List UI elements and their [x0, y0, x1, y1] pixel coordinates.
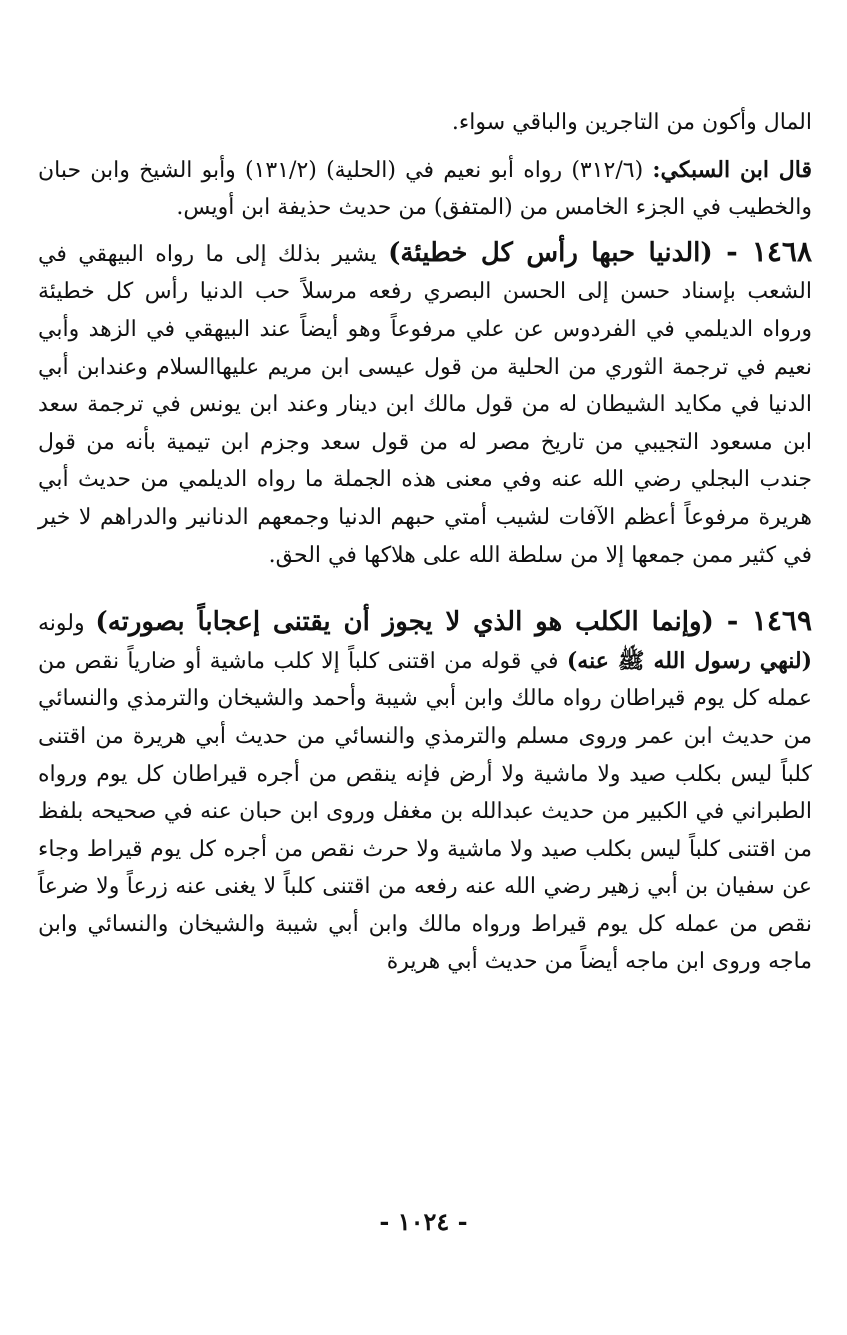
entry-1468-number: ١٤٦٨ -: [726, 234, 812, 268]
entry-1469-title: (وإنما الكلب هو الذي لا يجوز أن يقتنى إعجاباً بصورته): [95, 607, 727, 638]
entry-1469-text-c: في قوله من اقتنى كلباً إلا كلب ماشية أو ضارياً نقص من عمله كل يوم قيراطان رواه مالك وابن أبي شيبة وأحمد والشيخان والترمذي والنسائي من حديث ابن عمر وروى مسلم والترمذي والنسائي من حديث أبي هريرة من اقتنى كلباً ليس بكلب صيد ولا ماشية ولا أرض فإنه ينقص من أجره قيراطان كل يوم ورواه الطبراني في الكبير من حديث عبدالله بن مغفل وروى ابن حبان عنه في صحيحه بلفظ من اقتنى كلباً ليس بكلب صيد ولا ماشية ولا حرث نقص من أجره كل يوم قيراط وجاء عن سفيان بن أبي زهير رضي الله عنه رفعه من اقتنى كلباً لا يغنى عنه زرعاً ولا ضرعاً نقص من عمله كل يوم قيراط ورواه مالك وابن أبي شيبة والشيخان والنسائي وابن ماجه وروى ابن ماجه أيضاً من حديث أبي هريرة: [38, 648, 812, 975]
entry-1469-bold-b: (لنهي رسول الله ﷺ عنه): [566, 647, 812, 674]
entry-1469-text-a: ولونه: [38, 611, 96, 637]
entry-1469-number: ١٤٦٩ -: [726, 604, 812, 638]
entry-1469: [38, 602, 812, 981]
sibki-paragraph: [38, 152, 812, 227]
sibki-label: قال ابن السبكي:: [652, 156, 812, 183]
continuation-paragraph: [38, 104, 812, 142]
sibki-text: (٣١٢/٦) رواه أبو نعيم في (الحلية) (١٣١/٢) وأبو الشيخ وابن حبان والخطيب في الجزء الخامس من (المتفق) من حديث حذيفة ابن أويس.: [38, 157, 812, 221]
entry-1468-title: (الدنيا حبها رأس كل خطيئة): [388, 237, 727, 268]
page-number: - ١٠٢٤ -: [379, 1207, 468, 1236]
entry-1468: [38, 233, 812, 574]
continuation-text: المال وأكون من التاجرين والباقي سواء.: [451, 110, 812, 135]
entry-1468-text: يشير بذلك إلى ما رواه البيهقي في الشعب بإسناد حسن إلى الحسن البصري رفعه مرسلاً حب الدنيا رأس كل خطيئة ورواه الديلمي في الفردوس عن علي مرفوعاً وهو أيضاً عند البيهقي في الزهد وأبي نعيم في ترجمة الثوري من الحلية من قول عيسى ابن مريم عليهاالسلام وعندابن أبي الدنيا في مكايد الشيطان له من قول مالك ابن دينار وعند ابن يونس في ترجمة سعد ابن مسعود التجيبي من تاريخ مصر له من قول سعد وجزم ابن تيمية بأنه من قول جندب البجلي رضي الله عنه وفي معنى هذه الجملة ما رواه الديلمي من حديث أبي هريرة مرفوعاً أعظم الآفات لشيب أمتي حبهم الدنيا وجمعهم الدنانير والدراهم لا خير في كثير ممن جمعها إلا من سلطة الله على هلاكها في الحق.: [38, 241, 812, 568]
page-body: [38, 104, 812, 981]
